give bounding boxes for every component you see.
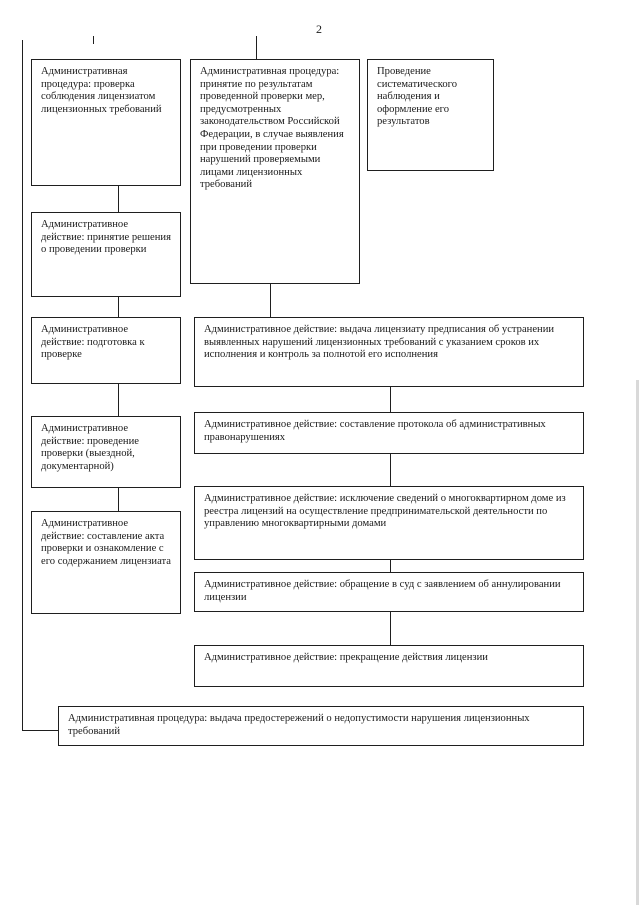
- box-text: Административное действие: составление акта проверки и ознакомление с его содержанием лицензиата: [41, 518, 171, 567]
- box-act-court: [194, 572, 584, 612]
- connector-line: [118, 186, 119, 212]
- box-bottom-procedure: [58, 706, 584, 746]
- connector-line: [22, 40, 23, 730]
- connector-line: [270, 284, 271, 317]
- box-right-observation: [367, 59, 494, 171]
- connector-line: [93, 36, 94, 44]
- box-act-order: [194, 317, 584, 387]
- box-text: Административная процедура: проверка соблюдения лицензиатом лицензионных требований: [41, 66, 162, 115]
- box-text: Административное действие: исключение сведений о многоквартирном доме из реестра лицензий на осуществление предпринимательской деятельности по управлению многоквартирными домами: [204, 493, 566, 530]
- box-text: Административная процедура: принятие по результатам проведенной проверки мер, предусмотренных законодательством Российской Федерации, в случае выявления при проведении проверки нарушений проверяемыми лицами лицензионных требований: [200, 66, 344, 191]
- connector-line: [118, 488, 119, 511]
- box-act-conduct: [31, 416, 181, 488]
- box-proc-check: [31, 59, 181, 186]
- connector-line: [22, 730, 58, 731]
- page-number: 2: [316, 22, 322, 36]
- box-middle-procedure: [190, 59, 360, 284]
- box-act-report: [31, 511, 181, 614]
- box-act-protocol: [194, 412, 584, 454]
- box-text: Административное действие: прекращение действия лицензии: [204, 652, 488, 663]
- box-act-terminate: [194, 645, 584, 687]
- box-text: Административное действие: принятие решения о проведении проверки: [41, 219, 171, 256]
- box-text: Административное действие: выдача лицензиату предписания об устранении выявленных нарушений лицензионных требований с указанием сроков их исполнения и контроль за полнотой его исполнения: [204, 324, 555, 361]
- connector-line: [390, 454, 391, 486]
- box-text: Административная процедура: выдача предостережений о недопустимости нарушения лицензионных требований: [68, 713, 530, 737]
- box-act-exclude: [194, 486, 584, 560]
- box-text: Административное действие: составление протокола об административных правонарушениях: [204, 419, 546, 443]
- connector-line: [390, 560, 391, 572]
- box-text: Административное действие: проведение проверки (выездной, документарной): [41, 423, 139, 472]
- connector-line: [390, 612, 391, 645]
- connector-line: [118, 384, 119, 416]
- scan-edge-mark: [636, 380, 639, 905]
- box-text: Административное действие: обращение в суд с заявлением об аннулировании лицензии: [204, 579, 561, 603]
- connector-line: [118, 297, 119, 317]
- connector-line: [256, 36, 257, 59]
- box-text: Административное действие: подготовка к проверке: [41, 324, 145, 361]
- box-act-decision: [31, 212, 181, 297]
- connector-line: [390, 387, 391, 412]
- box-text: Проведение систематического наблюдения и оформление его результатов: [377, 66, 458, 128]
- box-act-prepare: [31, 317, 181, 384]
